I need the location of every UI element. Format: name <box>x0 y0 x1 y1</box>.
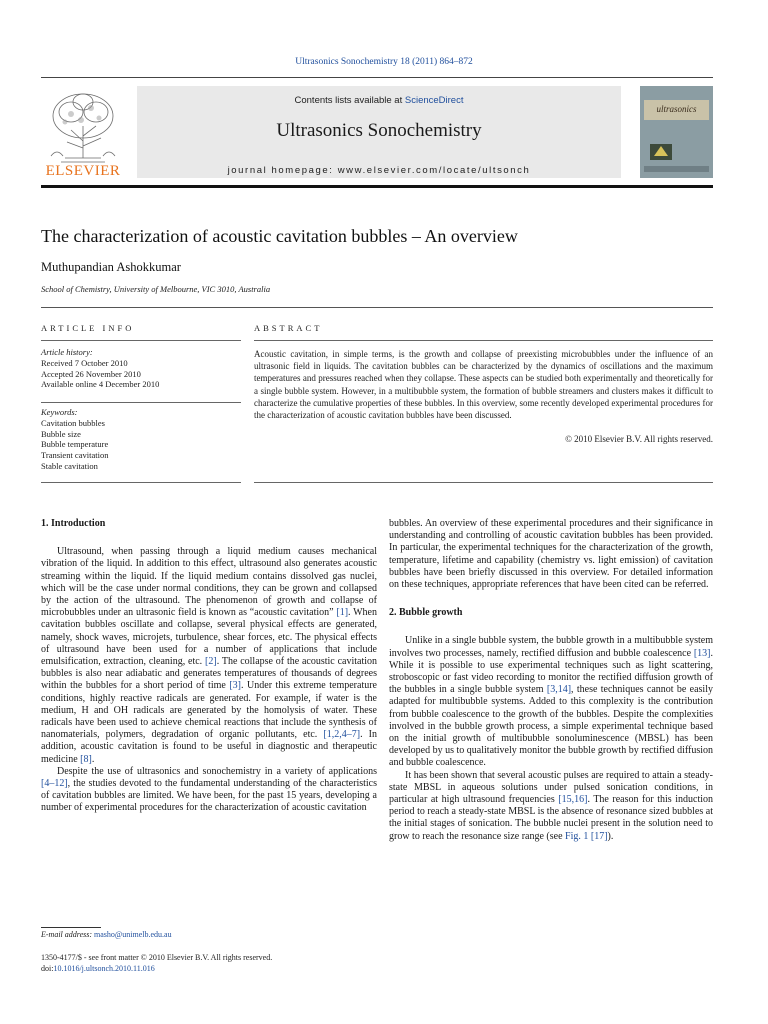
reference-link[interactable]: [8] <box>80 753 92 765</box>
keyword: Stable cavitation <box>41 460 98 471</box>
abstract-divider-2 <box>254 482 713 483</box>
figure-link[interactable]: Fig. 1 <box>565 830 589 842</box>
keyword: Bubble temperature <box>41 439 109 450</box>
issn-line: 1350-4177/$ - see front matter © 2010 Elsevier B.V. All rights reserved. <box>41 953 273 962</box>
article-title: The characterization of acoustic cavitation bubbles – An overview <box>41 226 518 246</box>
author-email-link[interactable]: masho@unimelb.edu.au <box>94 930 172 939</box>
history-heading: Article history: <box>41 347 93 357</box>
footnote-rule <box>41 927 101 928</box>
reference-link[interactable]: [4–12] <box>41 778 68 790</box>
keywords-list <box>41 407 241 472</box>
left-column <box>41 518 377 815</box>
article-info-heading: ARTICLE INFO <box>41 323 135 333</box>
journal-homepage[interactable]: journal homepage: www.elsevier.com/locate/ultsonch <box>227 165 531 176</box>
abstract-divider <box>254 340 713 341</box>
journal-cover-image <box>640 86 713 178</box>
keyword: Bubble size <box>41 428 81 439</box>
section-heading-introduction: 1. Introduction <box>41 518 106 529</box>
author-name[interactable]: Muthupandian Ashokkumar <box>41 260 181 274</box>
masthead-rule <box>41 185 713 188</box>
reference-link[interactable]: [3] <box>229 680 242 692</box>
intro-paragraph-continued: bubbles. An overview of these experimental procedures and their significance in understanding and controlling of acoustic cavitation bubbles has been provided. In particular, the experimental techniques for the characterization of the growth, temperature, lifetime and capability (chemistry vs. light emission) of cavitation bubbles have been briefly discussed in this overview. For detailed information on these techniques, appropriate references that have been cited can be referred. <box>389 518 713 591</box>
doi-link[interactable]: 10.1016/j.ultsonch.2010.11.016 <box>53 963 155 973</box>
email-footnote: E-mail address: masho@unimelb.edu.au <box>41 930 172 939</box>
history-accepted: Accepted 26 November 2010 <box>41 368 141 379</box>
contents-line: Contents lists available at ScienceDirect <box>294 95 464 106</box>
abstract-text: Acoustic cavitation, in simple terms, is the growth and collapse of preexisting microbubbles under the influence of an ultrasonic field in liquids. The cavitation bubbles can be characterized by the dynamics of oscillations and the maximum temperatures and pressures reached when they collapse. These aspects can be studied both experimentally and theoretically for a single bubble system. However, in a multibubble system, the formation of bubble streamers and clusters makes it difficult to characterize the cumulative properties of these bubbles. In this overview, some recently developed experimental procedures for the characterization of acoustic cavitation bubbles have been discussed. <box>254 349 713 421</box>
cover-title: ultrasonics <box>656 104 697 114</box>
reference-link[interactable]: [1] <box>336 607 349 619</box>
history-online: Available online 4 December 2010 <box>41 379 160 390</box>
reference-link[interactable]: [13] <box>693 647 711 659</box>
intro-paragraph-1: Ultrasound, when passing through a liquid medium causes mechanical vibration of the liquid. In addition to this effect, ultrasound also generates acoustic streaming within the liquid. If the liquid medium contains dissolved gas nuclei, which will be the case under normal conditions, they can be grown and collapsed by the action of the ultrasound. The phenomenon of growth and collapse of microbubbles under an ultrasonic field is known as “acoustic cavitation” [1]. When cavitation bubbles oscillate and collapse, several physical effects are generated, namely, shock waves, microjets, turbulence, shear forces, etc. The physical effects of ultrasound have been used for a number of applications that include emulsification, extraction, cleaning, etc. [2]. The collapse of the acoustic cavitation bubbles is also near adiabatic and generates temperatures of thousands of degrees within the bubbles for a short period of time [3]. Under this extreme temperature conditions, highly reactive radicals are generated. For example, if water is the medium, H and OH radicals are generated by the homolysis of water. These radicals have been used to achieve chemical reactions that include the synthesis of nanomaterials, polymers, degradation of organic pollutants, etc. [1,2,4–7]. In addition, acoustic cavitation is found to be useful in diagnostic and therapeutic medicine [8]. <box>41 546 377 765</box>
reference-link[interactable]: [2] <box>205 656 217 668</box>
cover-art <box>640 86 713 178</box>
growth-paragraph-1: Unlike in a single bubble system, the bubble growth in a multibubble system involves two processes, namely, rectified diffusion and bubble coalescence [13]. While it is possible to use experimental techniques such as light scattering, stroboscopic or fast video recording to monitor the rectified diffusion growth of the bubbles in a single bubble system [3,14], these techniques cannot be easily adapted for multibubble systems. Added to this complexity is the contribution from bubble coalescence to the growth of the bubbles. Despite the complexities involved in the bubble growth process, a simple experimental technique based on the initial growth of multibubble sonoluminescence (MBSL) has been developed by us to qualitatively monitor the bubble growth by rectified diffusion and bubble coalescence. <box>389 635 713 769</box>
intro-paragraph-2: Despite the use of ultrasonics and sonochemistry in a variety of applications [4–12], the studies devoted to the fundamental understanding of the characteristics of cavitation bubbles are limited. We have been, for the past 15 years, developing a number of experimental procedures for the characterization of acoustic cavitation <box>41 765 377 814</box>
abstract-copyright: © 2010 Elsevier B.V. All rights reserved. <box>565 434 713 444</box>
keywords-heading: Keywords: <box>41 407 78 417</box>
journal-title: Ultrasonics Sonochemistry <box>276 120 482 141</box>
abstract-heading: ABSTRACT <box>254 323 323 333</box>
imprint <box>41 953 272 974</box>
keyword: Cavitation bubbles <box>41 417 105 428</box>
keyword: Transient cavitation <box>41 450 109 461</box>
article-history <box>41 347 241 390</box>
reference-link[interactable]: [1,2,4–7] <box>323 729 361 741</box>
doi-line: doi:10.1016/j.ultsonch.2010.11.016 <box>41 963 155 973</box>
reference-link[interactable]: [3,14] <box>546 684 572 696</box>
history-received: Received 7 October 2010 <box>41 357 128 368</box>
reference-link[interactable]: [17] <box>590 830 608 842</box>
right-column <box>389 518 713 843</box>
growth-paragraph-2: It has been shown that several acoustic pulses are required to attain a steady-state MBSL in aqueous solutions under pulsed sonication conditions, in particular at high ultrasound frequencies [15,16]. The reason for this induction period to reach a steady-state MBSL is the absence of resonance sized bubbles at the initial stages of sonication. The bubble nuclei present in the solution need to grow to reach the resonance size range (see Fig. 1 [17]). <box>389 769 713 842</box>
author-affiliation: School of Chemistry, University of Melbourne, VIC 3010, Australia <box>41 284 271 294</box>
info-divider <box>41 340 241 341</box>
publisher-wordmark: ELSEVIER <box>45 163 121 179</box>
info-divider-3 <box>41 482 241 483</box>
sciencedirect-link[interactable]: ScienceDirect <box>404 95 464 106</box>
top-divider <box>41 77 713 78</box>
section-heading-bubble-growth: 2. Bubble growth <box>389 607 463 619</box>
reference-link[interactable]: [15,16] <box>558 794 588 806</box>
journal-citation[interactable]: Ultrasonics Sonochemistry 18 (2011) 864–872 <box>295 57 473 67</box>
title-divider <box>41 307 713 308</box>
info-divider-2 <box>41 402 241 403</box>
